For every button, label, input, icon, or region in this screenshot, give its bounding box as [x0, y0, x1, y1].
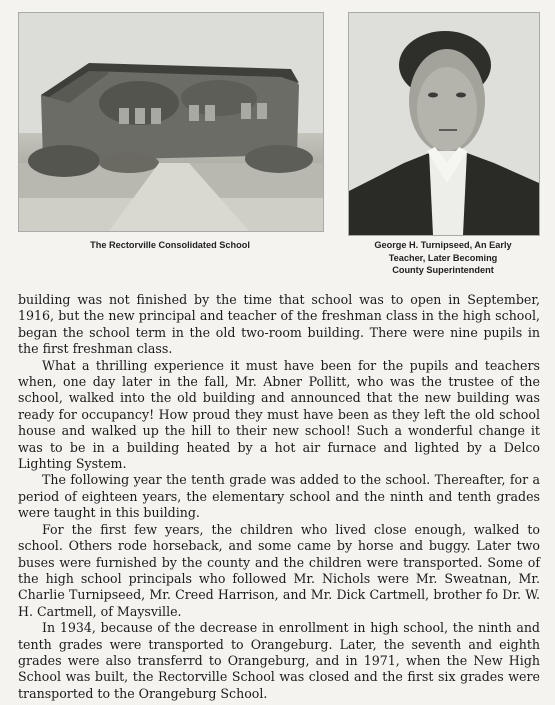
paragraph: What a thrilling experience it must have been for the pupils and teachers when, one day later in the fall, Mr. Abner Pollitt, who was the trustee of the school, walked into the old building and announced that the new building was ready for occupancy! How proud they must have been as they left the old school house and walked up the hill to their new school! Such a wonderful change it was to be in a building heated by a hot air furnace and lighted by a Delco Lighting System.	[18, 357, 540, 472]
paragraph: building was not finished by the time that school was to open in September, 1916, but the new principal and teacher of the freshman class in the high school, began the school term in the old two-room building. There were nine pupils in the first freshman class.	[18, 292, 540, 357]
portrait-caption-line: George H. Turnipseed, An Early	[374, 240, 512, 250]
portrait-photo-caption	[348, 239, 538, 277]
paragraph: In 1934, because of the decrease in enrollment in high school, the ninth and tenth grades were transported to Orangeburg. Later, the seventh and eighth grades were also transferrd to Orangeburg, and in 1971, when the New High School was built, the Rectorville School was closed and the first six grades were transported to the Orangeburg School.	[18, 620, 540, 701]
portrait-illustration	[349, 13, 539, 235]
portrait-caption-line: Teacher, Later Becoming	[388, 252, 498, 263]
paragraph: For the first few years, the children who lived close enough, walked to school. Others rode horseback, and some came by horse and buggy. Later two buses were furnished by the county and the children were transported. Some of the high school principals who followed Mr. Nichols were Mr. Sweatnan, Mr. Charlie Turnipseed, Mr. Creed Harrison, and Mr. Dick Cartmell, brother fo Dr. W. H. Cartmell, of Maysville.	[18, 521, 540, 619]
portrait-photo	[348, 12, 540, 236]
paragraph: The following year the tenth grade was added to the school. Thereafter, for a period of eighteen years, the elementary school and the ninth and tenth grades were taught in this building.	[18, 472, 540, 521]
portrait-caption-line: County Superintendent	[392, 265, 494, 275]
article-body	[18, 292, 540, 702]
school-building-photo	[18, 12, 324, 232]
school-photo-caption: The Rectorville Consolidated School	[90, 240, 250, 250]
school-building-illustration	[19, 13, 323, 231]
